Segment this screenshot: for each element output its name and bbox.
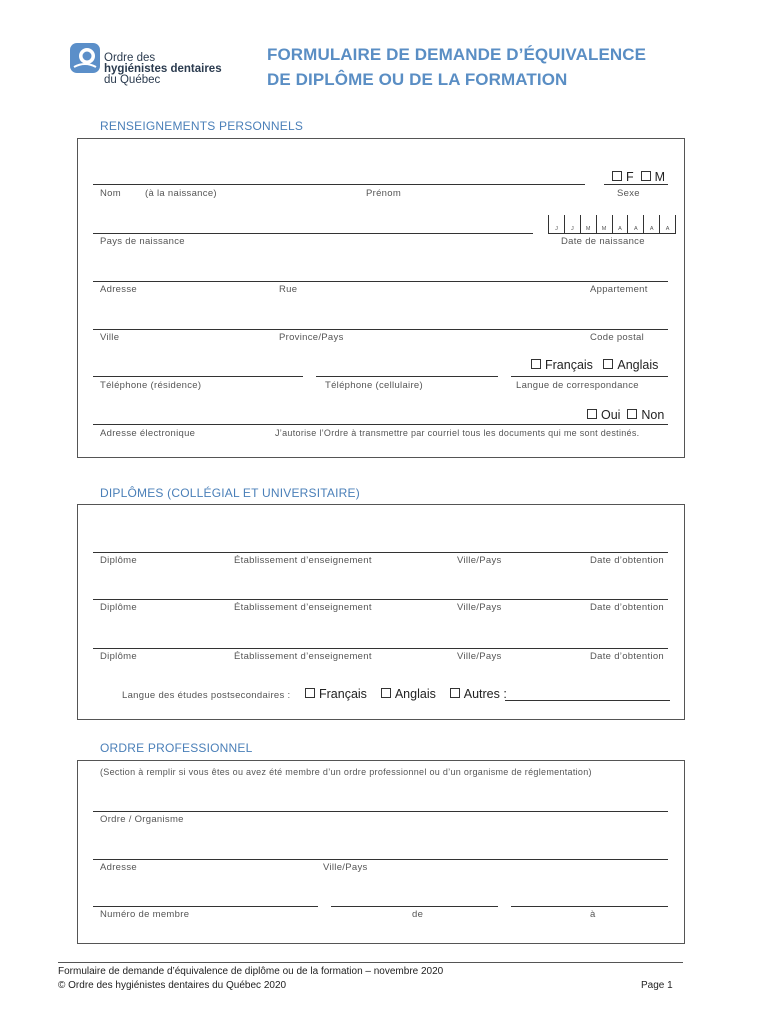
email-consent-text: J’autorise l’Ordre à transmettre par courriel tous les documents qui me sont destinés. — [275, 428, 640, 438]
phone-home-field-line[interactable] — [93, 376, 303, 377]
label-code-postal: Code postal — [590, 332, 645, 343]
document-title-line2: DE DIPLÔME OU DE LA FORMATION — [267, 70, 568, 89]
date-cell: A — [612, 215, 628, 233]
language-field-line — [511, 376, 668, 377]
label-adresse: Adresse — [100, 862, 137, 873]
order-address-field-line[interactable] — [93, 859, 668, 860]
label-date-obtention: Date d’obtention — [590, 651, 664, 662]
diploma-row-3-line[interactable] — [93, 648, 668, 649]
date-cell: A — [659, 215, 676, 233]
member-number-field-line[interactable] — [93, 906, 318, 907]
study-other-checkbox[interactable] — [450, 688, 460, 698]
label-numero-membre: Numéro de membre — [100, 909, 190, 920]
label-ville-pays: Ville/Pays — [457, 602, 502, 613]
date-cell: J — [564, 215, 580, 233]
label-adresse: Adresse — [100, 284, 137, 295]
label-nom: Nom — [100, 188, 121, 199]
member-from-field-line[interactable] — [331, 906, 498, 907]
label-ville: Ville — [100, 332, 120, 343]
date-cell: A — [627, 215, 643, 233]
label-date-obtention: Date d’obtention — [590, 555, 664, 566]
other-language-field-line[interactable] — [505, 700, 670, 701]
diploma-row-1-line[interactable] — [93, 552, 668, 553]
member-to-field-line[interactable] — [511, 906, 668, 907]
sex-m-checkbox[interactable] — [641, 171, 651, 181]
label-langue-correspondance: Langue de correspondance — [516, 380, 639, 391]
footer-page-number: Page 1 — [641, 980, 673, 991]
yes-checkbox[interactable] — [587, 409, 597, 419]
label-diplome: Diplôme — [100, 555, 137, 566]
section-title-personal: RENSEIGNEMENTS PERSONNELS — [100, 119, 304, 133]
correspondence-language-options: Français Anglais — [531, 358, 658, 372]
label-prenom: Prénom — [366, 188, 402, 199]
date-cell: M — [596, 215, 612, 233]
email-field-line[interactable] — [93, 424, 668, 425]
label-diplome: Diplôme — [100, 651, 137, 662]
label-diplome: Diplôme — [100, 602, 137, 613]
french-checkbox[interactable] — [531, 359, 541, 369]
label-date-obtention: Date d’obtention — [590, 602, 664, 613]
document-title-line1: FORMULAIRE DE DEMANDE D’ÉQUIVALENCE — [267, 45, 647, 64]
sex-checkboxes: F M — [612, 170, 665, 184]
name-field-line[interactable] — [93, 184, 585, 185]
study-english-checkbox[interactable] — [381, 688, 391, 698]
sex-field-line — [604, 184, 668, 185]
label-ville-pays: Ville/Pays — [457, 555, 502, 566]
label-tel-cellulaire: Téléphone (cellulaire) — [325, 380, 423, 391]
date-cell: M — [580, 215, 596, 233]
label-etablissement: Établissement d’enseignement — [234, 602, 372, 613]
logo-text-line3: du Québec — [104, 74, 161, 86]
diploma-row-2-line[interactable] — [93, 599, 668, 600]
label-etablissement: Établissement d’enseignement — [234, 555, 372, 566]
city-field-line[interactable] — [93, 329, 668, 330]
sex-f-checkbox[interactable] — [612, 171, 622, 181]
section-title-diplomas: DIPLÔMES (COLLÉGIAL ET UNIVERSITAIRE) — [100, 486, 360, 500]
label-pays-naissance: Pays de naissance — [100, 236, 185, 247]
footer-copyright: © Ordre des hygiénistes dentaires du Québec 2020 — [58, 980, 287, 991]
label-a: à — [590, 909, 596, 920]
label-date-naissance: Date de naissance — [561, 236, 645, 247]
label-naissance: (à la naissance) — [145, 188, 217, 199]
study-language-options: Français Anglais Autres : — [305, 687, 507, 701]
no-checkbox[interactable] — [627, 409, 637, 419]
label-sexe: Sexe — [617, 188, 640, 199]
label-etablissement: Établissement d’enseignement — [234, 651, 372, 662]
professional-order-note: (Section à remplir si vous êtes ou avez été membre d’un ordre professionnel ou d’un organisme de réglementation) — [100, 767, 592, 777]
date-cell: A — [643, 215, 659, 233]
label-appartement: Appartement — [590, 284, 648, 295]
label-rue: Rue — [279, 284, 298, 295]
ohdq-logo-icon — [70, 43, 100, 73]
label-langue-etudes: Langue des études postsecondaires : — [122, 690, 291, 701]
birth-date-field[interactable] — [548, 215, 676, 234]
label-ville-pays: Ville/Pays — [323, 862, 368, 873]
logo-text-line1: Ordre des — [104, 52, 156, 64]
label-courriel: Adresse électronique — [100, 428, 196, 439]
phone-cell-field-line[interactable] — [316, 376, 498, 377]
section-title-professional-order: ORDRE PROFESSIONNEL — [100, 741, 253, 755]
label-ordre-organisme: Ordre / Organisme — [100, 814, 184, 825]
birth-country-field-line[interactable] — [93, 233, 533, 234]
label-province: Province/Pays — [279, 332, 344, 343]
label-tel-residence: Téléphone (résidence) — [100, 380, 202, 391]
label-de: de — [412, 909, 424, 920]
study-french-checkbox[interactable] — [305, 688, 315, 698]
email-consent-options: Oui Non — [587, 408, 664, 422]
english-checkbox[interactable] — [603, 359, 613, 369]
footer-divider — [58, 962, 683, 963]
order-name-field-line[interactable] — [93, 811, 668, 812]
label-ville-pays: Ville/Pays — [457, 651, 502, 662]
logo-text-line2: hygiénistes dentaires — [104, 63, 222, 75]
address-field-line[interactable] — [93, 281, 668, 282]
date-cell: J — [548, 215, 564, 233]
footer-form-name: Formulaire de demande d’équivalence de diplôme ou de la formation – novembre 2020 — [58, 966, 444, 977]
